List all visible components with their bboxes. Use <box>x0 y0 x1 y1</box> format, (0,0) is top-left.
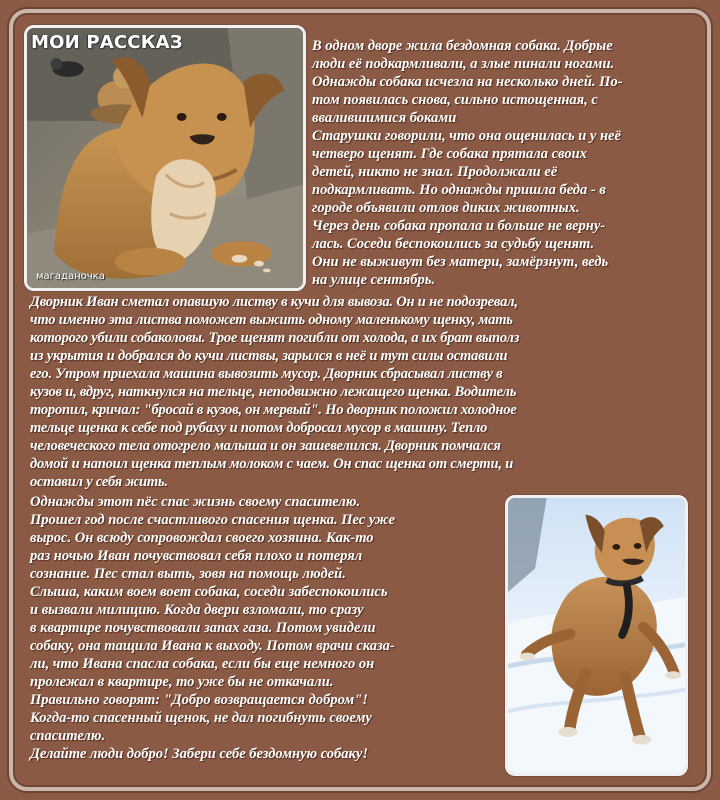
story-paragraph-2 <box>30 293 702 491</box>
story-line: Правильно говорят: "Добро возвращается добром"! <box>30 692 368 708</box>
story-paragraph-3 <box>30 493 502 763</box>
story-line: подкармливать. Но однажды пришла беда - в <box>312 182 606 198</box>
story-line: которого убили собаколовы. Трое щенят погибли от холода, а их брат выполз <box>30 330 520 346</box>
story-line: пролежал в квартире, то уже бы не откачали. <box>30 674 334 690</box>
story-line: В одном дворе жила бездомная собака. Добрые <box>312 38 613 54</box>
story-line: четверо щенят. Где собака прятала своих <box>312 146 587 162</box>
story-line: тельце щенка к себе под рубаху и потом добросал мусор в машину. Тепло <box>30 420 488 436</box>
story-line: Старушки говорили, что она ощенилась и у неё <box>312 128 621 144</box>
story-line: и вызвали милицию. Когда двери взломали, то сразу <box>30 602 364 618</box>
story-line: городе объявили отлов диких животных. <box>312 200 580 216</box>
story-line: человеческого тела отогрело малыша и он зашевелился. Дворник помчался <box>30 438 501 454</box>
story-line: лась. Соседи беспокоились за судьбу щенят. <box>312 236 595 252</box>
story-line: его. Утром приехала машина вывозить мусор. Дворник сбрасывал листву в <box>30 366 503 382</box>
story-line: Дворник Иван сметал опавшую листву в кучи для вывоза. Он и не подозревал, <box>30 294 518 310</box>
page-title: МОИ РАССКАЗ <box>31 32 183 53</box>
story-line: из укрытия и добрался до кучи листвы, зарылся в неё и тут силы оставили <box>30 348 508 364</box>
story-line: кузов и, вдруг, наткнулся на тельце, неподвижно лежащего щенка. Водитель <box>30 384 517 400</box>
story-line: люди её подкармливали, а злые пинали ногами. <box>312 56 615 72</box>
story-line: что именно эта листва поможет выжить одному маленькому щенку, мать <box>30 312 513 328</box>
dog-eating-bread-illustration <box>27 28 303 288</box>
dog-running-in-snow-photo <box>505 495 688 776</box>
story-paragraph-1 <box>312 37 704 289</box>
story-line: детей, никто не знал. Продолжали её <box>312 164 558 180</box>
story-line: Делайте люди добро! Забери себе бездомную собаку! <box>30 746 368 762</box>
dog-running-in-snow-illustration <box>508 498 685 773</box>
story-line: Однажды этот пёс спас жизнь своему спасителю. <box>30 494 361 510</box>
story-line: Они не выживут без матери, замёрзнут, ведь <box>312 254 609 270</box>
story-line: сознание. Пес стал выть, зовя на помощь людей. <box>30 566 346 582</box>
story-line: Когда-то спасенный щенок, не дал погибнуть своему <box>30 710 372 726</box>
story-line: домой и напоил щенка теплым молоком с чаем. Он спас щенка от смерти, и <box>30 456 514 472</box>
story-line: Слыша, каким воем воет собака, соседи забеспокоились <box>30 584 388 600</box>
story-line: вырос. Он всюду сопровождал своего хозяина. Как-то <box>30 530 374 546</box>
story-line: Однажды собака исчезла на несколько дней. По- <box>312 74 623 90</box>
dog-eating-bread-photo <box>24 25 306 291</box>
story-line: ли, что Ивана спасла собака, если бы еще немного он <box>30 656 375 672</box>
story-line: Прошел год после счастливого спасения щенка. Пес уже <box>30 512 395 528</box>
story-line: собаку, она тащила Ивана к выходу. Потом врачи сказа- <box>30 638 395 654</box>
story-line: раз ночью Иван почувствовал себя плохо и потерял <box>30 548 363 564</box>
story-line: Через день собака пропала и больше не верну- <box>312 218 606 234</box>
watermark-text: магаданочка <box>36 271 105 282</box>
story-line: оставил у себя жить. <box>30 474 168 490</box>
story-line: на улице сентябрь. <box>312 272 435 288</box>
story-line: ввалившимися боками <box>312 110 457 126</box>
story-line: спасителю. <box>30 728 106 744</box>
story-line: торопил, кричал: "бросай в кузов, он мервый". Но дворник положил холодное <box>30 402 517 418</box>
story-line: в квартире почувствовали запах газа. Потом увидели <box>30 620 376 636</box>
story-line: том появилась снова, сильно истощенная, с <box>312 92 598 108</box>
